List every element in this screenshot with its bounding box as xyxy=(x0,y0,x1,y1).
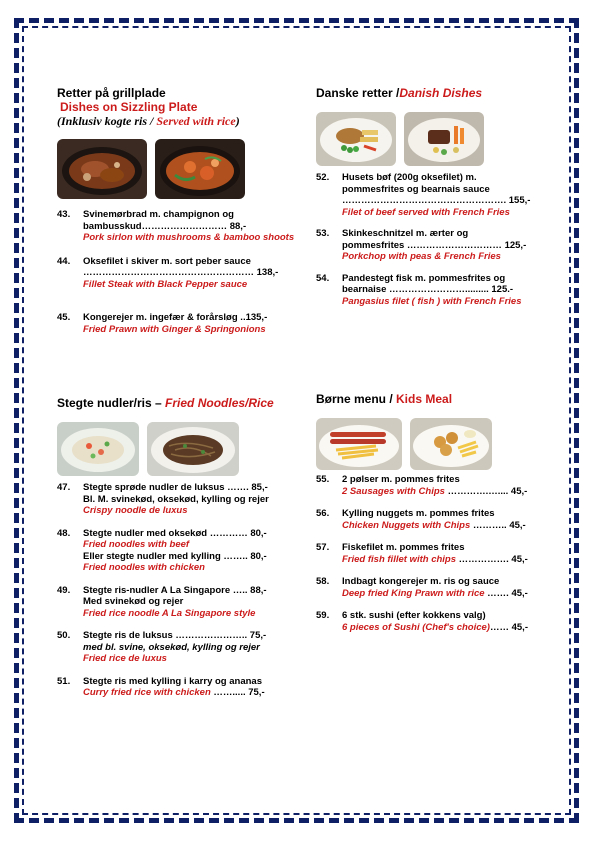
item-text-en xyxy=(83,687,297,699)
danish-dish-photo-2 xyxy=(404,112,484,166)
sizzling-plate-photo-2 xyxy=(155,139,245,199)
item-text: Curry fried rice with chicken xyxy=(83,687,211,698)
danish-items xyxy=(316,172,548,307)
item-number: 56. xyxy=(316,508,330,519)
item-number: 55. xyxy=(316,474,330,485)
menu-item xyxy=(316,610,548,633)
item-text: Chicken Nuggets with Chips xyxy=(342,519,471,531)
item-text-da: Skinkeschnitzel m. ærter og xyxy=(342,228,469,239)
item-body xyxy=(342,610,548,633)
noodles-photos xyxy=(57,422,297,476)
item-text-da: Svinemørbrad m. champignon og xyxy=(83,209,234,220)
item-text: Fried rice de luxus xyxy=(83,653,167,664)
menu-item xyxy=(57,528,297,574)
item-number: 57. xyxy=(316,542,330,553)
item-text: Stegte nudler med oksekød ………… 80,- xyxy=(83,527,267,539)
menu-item xyxy=(57,676,297,699)
menu-item xyxy=(316,542,548,565)
item-text-en xyxy=(342,622,548,634)
item-text-en xyxy=(342,588,548,600)
grill-items xyxy=(57,209,297,335)
menu-item xyxy=(316,273,548,308)
item-number: 49. xyxy=(57,584,71,596)
item-text: Crispy noodle de luxus xyxy=(83,505,188,516)
item-body xyxy=(342,542,548,565)
noodle-items xyxy=(57,482,297,699)
item-text: Stegte ris med kylling i karry og ananas xyxy=(83,675,262,687)
item-body xyxy=(342,172,548,218)
section-noodles xyxy=(57,396,297,699)
item-text-da xyxy=(83,528,297,540)
item-text-da xyxy=(83,596,297,608)
item-text: Fried fish fillet with chips xyxy=(342,553,457,565)
kids-items xyxy=(316,474,548,633)
item-body xyxy=(83,482,297,517)
item-body xyxy=(83,528,297,574)
item-number: 44. xyxy=(57,255,71,267)
item-body xyxy=(83,585,297,620)
item-text-en xyxy=(342,520,548,532)
item-body xyxy=(83,256,297,291)
item-text-en xyxy=(342,486,548,498)
kids-photos xyxy=(316,418,548,470)
item-text-da: Oksefilet i skiver m. sort peber sauce xyxy=(83,255,251,267)
item-text: Med svinekød og rejer xyxy=(83,596,184,607)
item-text-da: ……………………………………………. 155,- xyxy=(342,195,531,206)
menu-item xyxy=(57,209,297,244)
item-number: 53. xyxy=(316,228,330,239)
item-text-da xyxy=(83,676,297,688)
item-price: ……. 45,- xyxy=(484,587,528,599)
item-price: ……………. 45,- xyxy=(456,553,528,565)
item-text-da: Kylling nuggets m. pommes frites xyxy=(342,508,495,519)
item-text-en xyxy=(83,562,297,574)
item-text-da: Indbagt kongerejer m. ris og sauce xyxy=(342,576,500,587)
item-body xyxy=(342,508,548,531)
item-price: …… 45,- xyxy=(489,621,528,633)
item-text: Stegte ris de luksus ………………….. 75,- xyxy=(83,630,267,641)
kids-meal-photo-2 xyxy=(410,418,492,470)
item-text: Fried noodles with chicken xyxy=(83,562,205,573)
noodles-title: Stegte nudler/ris – Fried Noodles/Rice xyxy=(57,396,274,410)
item-text-en: Fried Prawn with Ginger & Springonions xyxy=(83,323,266,335)
menu-item xyxy=(316,474,548,497)
item-number: 50. xyxy=(57,630,71,641)
item-text-en xyxy=(83,539,297,551)
menu-item xyxy=(57,482,297,517)
item-text-da: Kongerejer m. ingefær & forårsløg ..135,- xyxy=(83,312,268,323)
item-text-en xyxy=(83,642,297,654)
item-text-en: Pork sirlon with mushrooms & bamboo shoots xyxy=(83,232,295,243)
item-text-da: Husets bøf (200g oksefilet) m. xyxy=(342,172,477,183)
menu-item xyxy=(57,585,297,620)
section-kids xyxy=(316,392,548,633)
item-text-da xyxy=(83,630,297,642)
item-number: 51. xyxy=(57,675,71,687)
item-text: Deep fried King Prawn with rice xyxy=(342,587,485,599)
item-body xyxy=(83,209,297,244)
item-text-da: Fiskefilet m. pommes frites xyxy=(342,542,465,553)
danish-title: Danske retter /Danish Dishes xyxy=(316,86,483,100)
kids-meal-photo-1 xyxy=(316,418,402,470)
item-number: 52. xyxy=(316,172,330,183)
item-text-da xyxy=(83,494,297,506)
item-text-da xyxy=(83,482,297,494)
item-text-en: Pangasius filet ( fish ) with French Fries xyxy=(342,295,522,307)
kids-title: Børne menu / Kids Meal xyxy=(316,392,453,406)
item-text: Eller stegte nudler med kylling …….. 80,- xyxy=(83,550,267,562)
item-number: 54. xyxy=(316,272,330,284)
item-text-da: ……………………………………………… 138,- xyxy=(83,267,279,278)
item-number: 47. xyxy=(57,482,71,493)
item-text-da xyxy=(83,551,297,563)
menu-item xyxy=(316,576,548,599)
item-text-da: Pandestegt fisk m. pommesfrites og xyxy=(342,272,506,284)
item-number: 45. xyxy=(57,312,71,323)
item-text: 6 pieces of Sushi (Chef's choice) xyxy=(342,621,490,633)
item-number: 59. xyxy=(316,610,330,621)
sizzling-plate-photo-1 xyxy=(57,139,147,199)
item-text-da: 2 pølser m. pommes frites xyxy=(342,474,460,485)
noodles-photo-1 xyxy=(57,422,139,476)
menu-item xyxy=(316,508,548,531)
item-body xyxy=(342,474,548,497)
item-number: 58. xyxy=(316,576,330,587)
item-text-en xyxy=(83,505,297,517)
item-text: Bl. M. svinekød, oksekød, kylling og rejer xyxy=(83,493,269,505)
grill-note: (Inklusiv kogte ris / Served with rice) xyxy=(57,114,240,128)
grill-title-en: Dishes on Sizzling Plate xyxy=(60,100,198,114)
item-text-en: Fillet Steak with Black Pepper sauce xyxy=(83,278,248,290)
item-text-en xyxy=(83,608,297,620)
danish-dish-photo-1 xyxy=(316,112,396,166)
grill-title: Retter på grillplade xyxy=(57,86,166,100)
item-text: Stegte ris-nudler A La Singapore ….. 88,- xyxy=(83,584,267,596)
menu-item xyxy=(57,256,297,291)
item-body xyxy=(83,630,297,665)
menu-item xyxy=(316,228,548,263)
item-text-da: bearnaise ……………………......... 125.- xyxy=(342,284,514,295)
grill-photos xyxy=(57,139,297,199)
item-body xyxy=(83,312,297,335)
item-text-da: pommesfrites og bearnais sauce xyxy=(342,183,490,195)
item-text: Fried rice noodle A La Singapore style xyxy=(83,607,256,619)
item-body xyxy=(342,576,548,599)
item-number: 43. xyxy=(57,209,71,220)
section-grill xyxy=(57,86,297,335)
item-text-en: Porkchop with peas & French Fries xyxy=(342,251,501,262)
item-text-da: 6 stk. sushi (efter kokkens valg) xyxy=(342,610,486,621)
section-danish xyxy=(316,86,548,307)
item-text-en xyxy=(83,653,297,665)
item-price: ……..... 75,- xyxy=(210,687,265,698)
noodles-photo-2 xyxy=(147,422,239,476)
item-text: Fried noodles with beef xyxy=(83,539,190,550)
item-body xyxy=(342,273,548,308)
menu-item xyxy=(57,630,297,665)
item-number: 48. xyxy=(57,527,71,539)
item-body xyxy=(83,676,297,699)
item-text: 2 Sausages with Chips xyxy=(342,485,445,497)
item-price: ………….….... 45,- xyxy=(444,485,528,497)
item-text: med bl. svine, oksekød, kylling og rejer xyxy=(83,641,260,653)
menu-item xyxy=(57,312,297,335)
item-text-da xyxy=(83,585,297,597)
danish-photos xyxy=(316,112,548,166)
item-body xyxy=(342,228,548,263)
item-text-en: Filet of beef served with French Fries xyxy=(342,206,510,218)
item-text: Stegte sprøde nudler de luksus ……. 85,- xyxy=(83,482,268,493)
item-text-en xyxy=(342,554,548,566)
menu-item xyxy=(316,172,548,218)
item-text-da: bambusskud……………………… 88,- xyxy=(83,220,247,232)
item-text-da: pommesfrites ………………………… 125,- xyxy=(342,239,527,251)
item-price: ……….. 45,- xyxy=(470,519,526,531)
